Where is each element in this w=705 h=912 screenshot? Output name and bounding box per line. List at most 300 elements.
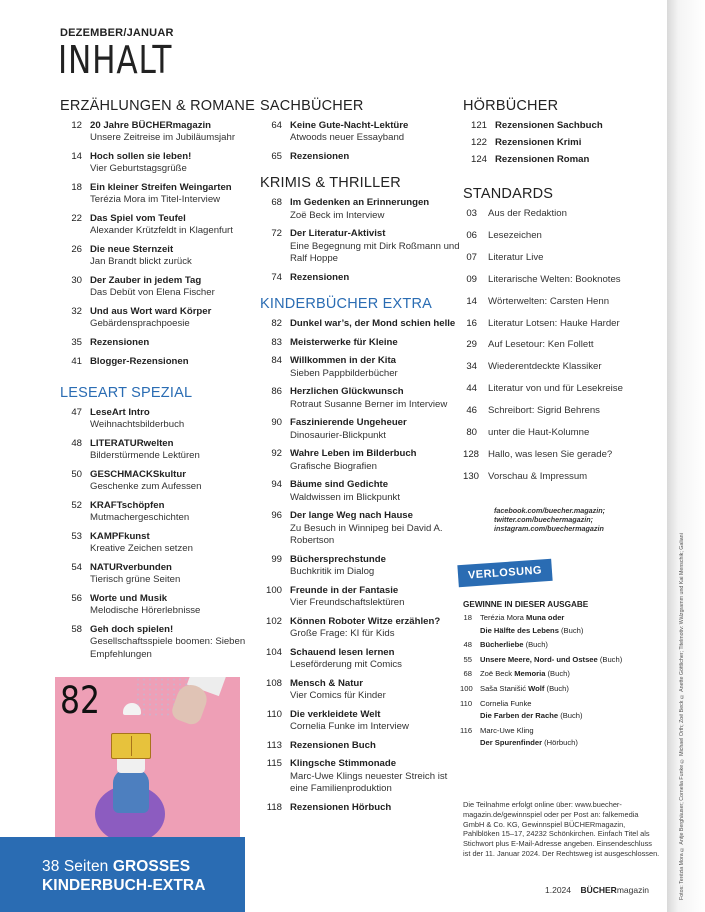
entry-text: [290, 554, 460, 579]
contents-entry[interactable]: [260, 448, 460, 473]
entry-title: Klingsche Stimmonade: [290, 758, 397, 770]
entry-subtitle: Schreibort: Sigrid Behrens: [488, 405, 600, 417]
contents-entry[interactable]: [60, 593, 260, 618]
entry-text: [290, 355, 460, 380]
entry-title: Faszinierende Ungeheuer: [290, 417, 407, 429]
entry-title: Rezensionen Hörbuch: [290, 801, 392, 813]
giveaway-text: [480, 684, 569, 694]
giveaway-title: Wolf: [528, 683, 545, 693]
entry-text: [90, 593, 260, 618]
entry-title: LITERATURwelten: [90, 438, 174, 449]
section-heading: STANDARDS: [463, 186, 554, 202]
entry-subtitle: Eine Begegnung mit Dirk Roßmann und Ralf Hoppe: [290, 240, 460, 265]
entry-text: [290, 740, 460, 752]
entry-subtitle: Gesellschaftsspiele boomen: Sieben Empfehlungen: [90, 636, 246, 660]
entry-text: [290, 272, 460, 284]
entry-subtitle: Vorschau & Impressum: [488, 470, 588, 482]
entry-subtitle: Große Frage: KI für Kids: [290, 628, 395, 640]
page-number: 90: [271, 417, 282, 429]
entry-subtitle: Sieben Pappbilderbücher: [290, 367, 398, 379]
contents-entry[interactable]: [463, 274, 653, 286]
entry-text: [90, 337, 260, 349]
entry-subtitle: Literatur Live: [488, 251, 544, 263]
entry-subtitle: Atwoods neuer Essayband: [290, 132, 405, 144]
giveaway-item: [460, 669, 660, 679]
page-number: 99: [271, 553, 282, 565]
entry-subtitle: Aus der Redaktion: [488, 208, 567, 219]
contents-entry[interactable]: [60, 407, 260, 432]
giveaway-page: 110: [460, 698, 473, 708]
page-number: 30: [71, 275, 82, 286]
entry-text: [290, 318, 460, 330]
page-number: 50: [71, 469, 82, 480]
entry-text: [290, 417, 460, 442]
entry-text: [290, 197, 460, 222]
entry-text: [90, 356, 260, 368]
entry-text: [90, 407, 260, 432]
entry-subtitle: Wiederentdeckte Klassiker: [488, 361, 602, 373]
twitter-link[interactable]: twitter.com/buechermagazin;: [494, 515, 594, 525]
page-number: 07: [466, 251, 477, 263]
entry-subtitle: Unsere Zeitreise im Jubiläumsjahr: [90, 132, 236, 144]
entry-subtitle: Kreative Zeichen setzen: [90, 543, 193, 555]
entry-title: Keine Gute-Nacht-Lektüre: [290, 120, 409, 131]
contents-entry[interactable]: [260, 802, 460, 814]
entry-title: Und aus Wort ward Körper: [90, 306, 212, 317]
entry-subtitle: Literatur von und für Lesekreise: [488, 383, 623, 395]
entry-text: [90, 182, 260, 207]
giveaway-page: 48: [463, 640, 472, 650]
giveaway-page: [460, 738, 480, 748]
entry-text: [90, 213, 260, 238]
entry-title: Das Spiel vom Teufel: [90, 213, 186, 224]
entry-text: [290, 585, 460, 610]
giveaway-format: (Buch): [523, 640, 548, 650]
entry-title: 20 Jahre BÜCHERmagazin: [90, 120, 212, 131]
contents-entry[interactable]: [60, 182, 260, 207]
page-number: 35: [71, 337, 82, 348]
page-number: 53: [71, 531, 82, 542]
page-number: 122: [470, 136, 487, 148]
giveaway-legal-text: Die Teilnahme erfolgt online über: www.buecher-magazin.de/gewinnspiel oder per Post an: falkemedia GmbH & Co. KG, Gewinnspiel BÜCHERmagazin, Pahlblöken 15–17, 24232 Schönkirchen. Einfach Titel als Stichwort plus E-Mail-Adresse angeben. Einsendeschluss ist der 11. Januar 2024. Der Rechtsweg ist ausgeschlossen.: [463, 800, 660, 858]
page-number: 12: [71, 120, 82, 131]
giveaway-text: [480, 626, 583, 636]
giveaway-title: Der Spurenfinder: [480, 738, 543, 748]
page-number: 124: [470, 153, 487, 165]
page-number: 102: [265, 615, 282, 627]
entry-text: [90, 562, 260, 587]
entry-title: Im Gedenken an Erinnerungen: [290, 197, 430, 209]
entry-text: [290, 758, 460, 795]
entry-title: Rezensionen Sachbuch: [495, 120, 603, 131]
giveaway-text: [480, 711, 583, 721]
entry-text: [90, 531, 260, 556]
contents-entry[interactable]: [463, 361, 653, 373]
entry-text: [90, 275, 260, 300]
giveaway-page: 55: [463, 654, 472, 664]
giveaway-title: Unsere Meere, Nord- und Ostsee: [480, 654, 598, 664]
entry-subtitle: Alexander Krützfeldt in Klagenfurt: [90, 225, 233, 237]
entry-subtitle: Hallo, was lesen Sie gerade?: [488, 448, 613, 460]
giveaway-item: [460, 684, 660, 694]
entry-subtitle: Zu Besuch in Winnipeg bei David A. Robertson: [290, 522, 443, 547]
giveaway-author: Zoë Beck: [480, 669, 515, 679]
giveaway-author: Saša Stanišić: [480, 683, 529, 693]
instagram-link[interactable]: instagram.com/buechermagazin: [494, 524, 604, 534]
contents-entry[interactable]: [260, 272, 460, 284]
giveaway-title: Die Farben der Rache: [480, 711, 559, 721]
page-number: 128: [463, 448, 480, 460]
contents-entry[interactable]: [463, 252, 653, 264]
entry-subtitle: Mutmachergeschichten: [90, 512, 190, 524]
entry-text: [290, 616, 460, 641]
giveaway-text: [480, 655, 622, 665]
giveaway-text: [480, 640, 548, 650]
contents-entry[interactable]: [260, 510, 460, 547]
contents-entry[interactable]: [260, 318, 460, 330]
entry-subtitle: Buchkritik im Dialog: [290, 566, 375, 578]
page-number: 118: [266, 801, 282, 813]
contents-entry[interactable]: [463, 405, 653, 417]
giveaway-author: Terézia Mora: [480, 613, 526, 622]
contents-entry[interactable]: [260, 758, 460, 795]
page-number: 84: [271, 355, 282, 367]
entry-title: Bäume sind Gedichte: [290, 479, 389, 491]
page-number: 16: [466, 317, 477, 329]
page-number: 94: [271, 479, 282, 491]
giveaway-page: [460, 711, 480, 721]
contents-entry[interactable]: [260, 337, 460, 349]
entry-title: Rezensionen: [290, 271, 350, 283]
page-number: 46: [466, 405, 477, 417]
contents-entry[interactable]: [260, 740, 460, 752]
entry-text: [290, 228, 460, 265]
entry-subtitle: Bilderstürmende Lektüren: [90, 450, 200, 462]
entry-text: [290, 151, 460, 163]
feature-callout-text: [42, 857, 206, 895]
page-number: 74: [271, 271, 282, 283]
contents-entry[interactable]: [463, 427, 653, 439]
page-number: 115: [266, 758, 282, 770]
entry-title: Willkommen in der Kita: [290, 355, 396, 367]
giveaway-text: [480, 738, 578, 748]
section-heading: SACHBÜCHER: [260, 98, 364, 114]
open-book-icon: [111, 733, 151, 759]
page-number: 44: [466, 383, 477, 395]
giveaway-item: [460, 626, 660, 636]
entry-subtitle: Cornelia Funke im Interview: [290, 721, 409, 733]
entry-text: [90, 306, 260, 331]
giveaway-page: [460, 626, 480, 636]
page-number: 32: [71, 306, 82, 317]
brand-rest: magazin: [616, 885, 649, 895]
entry-text: [90, 120, 260, 145]
entry-text: [290, 448, 460, 473]
page-number: 14: [71, 151, 82, 162]
entry-text: [290, 647, 460, 672]
entry-text: [290, 802, 460, 814]
contents-entry[interactable]: [60, 469, 260, 494]
contents-entry[interactable]: [463, 339, 653, 351]
giveaway-heading: GEWINNE IN DIESER AUSGABE: [463, 600, 589, 609]
giveaway-text: [480, 613, 564, 623]
entry-subtitle: Grafische Biografien: [290, 460, 377, 472]
contents-entry[interactable]: [60, 562, 260, 587]
section-heading: KINDERBÜCHER EXTRA: [260, 296, 432, 313]
entry-subtitle: Literarische Welten: Booknotes: [488, 273, 621, 285]
contents-entry[interactable]: [463, 230, 653, 242]
page-number: 64: [271, 120, 282, 131]
entry-title: Der lange Weg nach Hause: [290, 510, 413, 522]
entry-title: Rezensionen Krimi: [495, 136, 582, 148]
giveaway-item: [460, 738, 660, 748]
contents-entry[interactable]: [463, 137, 653, 149]
contents-column-2: [260, 98, 460, 820]
contents-entry[interactable]: [60, 151, 260, 176]
page-number: 52: [71, 500, 82, 511]
entry-title: Die neue Sternzeit: [90, 244, 174, 255]
giveaway-item: [460, 655, 660, 665]
entry-text: [290, 479, 460, 504]
giveaway-item: [460, 613, 660, 623]
contents-entry[interactable]: [260, 678, 460, 703]
giveaway-text: [480, 726, 534, 736]
contents-entry[interactable]: [463, 449, 653, 461]
page-number: 29: [466, 339, 477, 351]
entry-subtitle: Gebärdensprachpoesie: [90, 318, 190, 330]
entry-title: Hoch sollen sie leben!: [90, 151, 192, 162]
giveaway-format: (Buch): [558, 625, 584, 635]
feature-line1-bold: GROSSES: [112, 858, 191, 875]
giveaway-author: Marc-Uwe Kling: [480, 725, 534, 735]
giveaway-format: (Buch): [597, 654, 623, 664]
page-number: 56: [71, 593, 82, 604]
contents-entry[interactable]: [260, 355, 460, 380]
page-number: 26: [71, 244, 82, 255]
entry-subtitle: unter die Haut-Kolumne: [488, 427, 590, 439]
entry-title: Meisterwerke für Kleine: [290, 336, 398, 348]
entry-title: Rezensionen Roman: [495, 153, 590, 165]
entry-text: [90, 151, 260, 176]
giveaway-banner: VERLOSUNG: [457, 559, 552, 588]
giveaway-list: [460, 613, 660, 753]
page-footer: [545, 885, 649, 895]
giveaway-title: Die Hälfte des Lebens: [480, 625, 559, 635]
facebook-link[interactable]: facebook.com/buecher.magazin;: [494, 506, 606, 515]
page-number: 03: [466, 208, 477, 219]
entry-title: Büchersprechstunde: [290, 553, 386, 565]
giveaway-format: (Hörbuch): [542, 738, 578, 748]
entry-text: [90, 244, 260, 269]
entry-subtitle: Melodische Hörerlebnisse: [90, 605, 201, 617]
contents-entry[interactable]: [60, 500, 260, 525]
entry-title: Wahre Leben im Bilderbuch: [290, 448, 417, 460]
entry-subtitle: Auf Lesetour: Ken Follett: [488, 339, 594, 351]
contents-entry[interactable]: [60, 438, 260, 463]
contents-entry[interactable]: [260, 197, 460, 222]
entry-subtitle: Wörterwelten: Carsten Henn: [488, 295, 610, 307]
entry-title: LeseArt Intro: [90, 407, 150, 418]
page-number: 130: [463, 470, 480, 482]
issue-kicker: DEZEMBER/JANUAR: [60, 27, 174, 39]
entry-title: GESCHMACKSkultur: [90, 469, 186, 480]
kinderbuch-teaser-image: [55, 677, 240, 837]
giveaway-format: (Buch): [545, 669, 570, 679]
entry-text: [90, 624, 260, 661]
page-number: 92: [271, 448, 282, 460]
page-number: 82: [271, 318, 282, 330]
giveaway-item: [460, 640, 660, 650]
contents-entry[interactable]: [463, 296, 653, 308]
entry-title: Herzlichen Glückwunsch: [290, 386, 404, 398]
contents-entry[interactable]: [463, 318, 653, 330]
feature-line1-pre: 38 Seiten: [42, 858, 113, 875]
entry-title: Freunde in der Fantasie: [290, 584, 399, 596]
contents-entry[interactable]: [260, 709, 460, 734]
brand-bold: BÜCHER: [580, 885, 617, 895]
entry-title: Mensch & Natur: [290, 677, 364, 689]
teaser-page-number: 82: [60, 679, 101, 722]
page-number: 14: [466, 295, 477, 307]
photo-credit: Fotos: Terézia Mora © Antje Berghäuser; Cornelia Funke © Michael Orth; Zoë Beck © Anette Göttlicher; Titelmotiv: Wälzgramm und Kai Menschik; Galiani: [679, 533, 685, 900]
page-number: 18: [71, 182, 82, 193]
entry-subtitle: Vier Geburtstagsgrüße: [90, 163, 187, 175]
contents-column-1: [60, 98, 260, 667]
page-number: 72: [271, 228, 282, 240]
contents-entry[interactable]: [463, 383, 653, 395]
contents-entry[interactable]: [60, 120, 260, 145]
page-number: 83: [271, 336, 282, 348]
hoerbuecher-section: [463, 98, 653, 171]
entry-text: [290, 678, 460, 703]
entry-subtitle: Jan Brandt blickt zurück: [90, 256, 192, 268]
page-number: 100: [265, 584, 282, 596]
contents-entry[interactable]: [260, 554, 460, 579]
entry-text: [90, 500, 260, 525]
reader-legs: [113, 769, 149, 813]
contents-entry[interactable]: [463, 208, 653, 220]
entry-subtitle: Zoë Beck im Interview: [290, 209, 385, 221]
entry-subtitle: Vier Freundschaftslektüren: [290, 597, 405, 609]
giveaway-page: 100: [460, 683, 473, 693]
entry-title: Geh doch spielen!: [90, 624, 174, 635]
entry-title: Der Literatur-Aktivist: [290, 228, 386, 240]
lamp-head-icon: [123, 703, 141, 715]
page-number: 65: [271, 151, 282, 162]
entry-subtitle: Weihnachtsbilderbuch: [90, 419, 185, 431]
contents-entry[interactable]: [260, 616, 460, 641]
page-number: 34: [466, 361, 477, 373]
entry-subtitle: Vier Comics für Kinder: [290, 690, 386, 702]
issue-number: 1.2024: [545, 885, 571, 895]
page-number: 110: [266, 708, 282, 720]
giveaway-item: [460, 726, 660, 736]
page-number: 48: [71, 438, 82, 449]
standards-section: [463, 186, 653, 493]
entry-title: Der Zauber in jedem Tag: [90, 275, 202, 286]
entry-text: [290, 337, 460, 349]
contents-entry[interactable]: [463, 471, 653, 483]
entry-title: Rezensionen: [90, 337, 150, 348]
entry-subtitle: Geschenke zum Aufessen: [90, 481, 202, 493]
contents-entry[interactable]: [260, 479, 460, 504]
entry-subtitle: Lesezeichen: [488, 229, 542, 241]
entry-text: [290, 709, 460, 734]
contents-entry[interactable]: [60, 306, 260, 331]
giveaway-author: Cornelia Funke: [480, 698, 532, 708]
page-number: 09: [466, 273, 477, 285]
contents-entry[interactable]: [463, 154, 653, 166]
entry-text: [90, 469, 260, 494]
entry-subtitle: Das Debüt von Elena Fischer: [90, 287, 215, 299]
page-number: 96: [271, 510, 282, 522]
contents-entry[interactable]: [60, 213, 260, 238]
giveaway-item: [460, 699, 660, 709]
entry-subtitle: Terézia Mora im Titel-Interview: [90, 194, 221, 206]
contents-entry[interactable]: [60, 337, 260, 349]
page-number: 104: [265, 646, 282, 658]
entry-title: Rezensionen Buch: [290, 739, 376, 751]
giveaway-text: [480, 669, 570, 679]
entry-title: KRAFTschöpfen: [90, 500, 165, 511]
entry-text: [290, 510, 460, 547]
entry-subtitle: Marc-Uwe Klings neuester Streich ist eine Familienproduktion: [290, 770, 448, 795]
contents-entry[interactable]: [60, 275, 260, 300]
contents-entry[interactable]: [260, 417, 460, 442]
section-heading: ERZÄHLUNGEN & ROMANE: [60, 98, 255, 114]
giveaway-title: Memoria: [514, 669, 546, 679]
entry-title: Ein kleiner Streifen Weingarten: [90, 182, 232, 193]
entry-title: Rezensionen: [290, 151, 350, 162]
contents-entry[interactable]: [60, 624, 260, 661]
social-links: [494, 506, 605, 534]
entry-subtitle: Waldwissen im Blickpunkt: [290, 491, 401, 503]
page-number: 86: [271, 386, 282, 398]
giveaway-item: [460, 711, 660, 721]
contents-entry[interactable]: [60, 356, 260, 368]
page-number: 41: [71, 355, 82, 367]
contents-entry[interactable]: [260, 647, 460, 672]
contents-entry[interactable]: [463, 120, 653, 132]
giveaway-page: 18: [463, 613, 472, 622]
page-number: 06: [466, 229, 477, 241]
contents-entry[interactable]: [260, 151, 460, 163]
page-title: INHALT: [58, 38, 173, 82]
feature-line2-bold: KINDERBUCH-EXTRA: [42, 877, 206, 894]
contents-entry[interactable]: [60, 244, 260, 269]
contents-entry[interactable]: [260, 120, 460, 145]
giveaway-title: Muna oder: [526, 613, 565, 622]
page-number: 121: [470, 120, 487, 131]
entry-subtitle: Rotraut Susanne Berner im Interview: [290, 398, 448, 410]
entry-subtitle: Leseförderung mit Comics: [290, 659, 402, 671]
entry-title: Können Roboter Witze erzählen?: [290, 615, 441, 627]
contents-entry[interactable]: [260, 228, 460, 265]
entry-text: [90, 438, 260, 463]
section-heading: LESEART SPEZIAL: [60, 385, 193, 401]
entry-subtitle: Tierisch grüne Seiten: [90, 574, 181, 586]
contents-entry[interactable]: [260, 585, 460, 610]
section-heading: KRIMIS & THRILLER: [260, 175, 401, 192]
giveaway-format: (Buch): [558, 711, 583, 721]
section-heading: HÖRBÜCHER: [463, 98, 559, 114]
page-number: 47: [71, 407, 82, 418]
entry-subtitle: Dinosaurier-Blickpunkt: [290, 429, 386, 441]
contents-entry[interactable]: [260, 386, 460, 411]
contents-entry[interactable]: [60, 531, 260, 556]
page-number: 68: [271, 197, 282, 209]
entry-title: Schauend lesen lernen: [290, 646, 395, 658]
